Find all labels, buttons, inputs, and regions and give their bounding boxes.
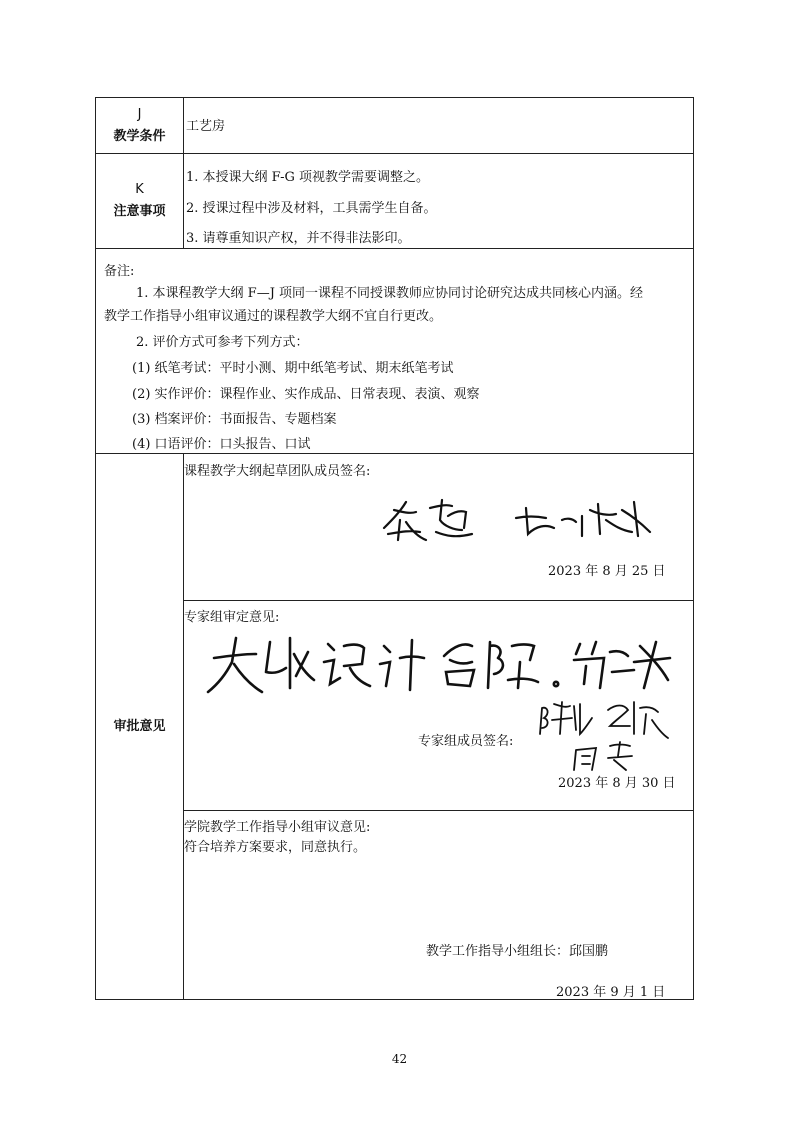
notes-line: (4) 口语评价：口头报告、口试	[132, 437, 311, 452]
section-k-title: 注意事项	[113, 204, 166, 219]
sub-separator	[184, 810, 693, 811]
notes-line: (1) 纸笔考试：平时小测、期中纸笔考试、期末纸笔考试	[132, 361, 454, 376]
expert-date: 2023 年 8 月 30 日	[558, 776, 676, 791]
section-k-code: K	[135, 182, 144, 197]
section-j-label	[96, 98, 184, 153]
approval-title: 审批意见	[113, 718, 166, 734]
drafting-signatures-image	[376, 490, 696, 550]
section-j-code: J	[137, 106, 142, 122]
section-j-content-cell	[184, 98, 693, 153]
college-opinion: 符合培养方案要求，同意执行。	[184, 840, 367, 855]
page-number: 42	[391, 1052, 408, 1066]
drafting-heading: 课程教学大纲起草团队成员签名:	[184, 464, 371, 479]
section-k-item: 2. 授课过程中涉及材料，工具需学生自备。	[186, 201, 437, 216]
approval-label	[96, 454, 184, 999]
notes-line: 2. 评价方式可参考下列方式：	[136, 335, 309, 350]
notes-line: (3) 档案评价：书面报告、专题档案	[132, 412, 337, 427]
table-bottom-border	[95, 999, 694, 1000]
section-j-row	[95, 97, 694, 153]
section-k-row	[95, 153, 694, 248]
approval-row	[95, 453, 694, 999]
college-date: 2023 年 9 月 1 日	[556, 985, 666, 1000]
expert-heading: 专家组审定意见:	[184, 610, 280, 625]
expert-member-label: 专家组成员签名:	[418, 734, 514, 749]
section-j-title: 教学条件	[113, 128, 166, 144]
expert-opinion-handwriting	[204, 632, 674, 702]
college-leader: 教学工作指导小组组长：邱国鹏	[426, 944, 609, 959]
expert-signatures-image	[536, 694, 676, 774]
notes-line: (2) 实作评价：课程作业、实作成品、日常表现、表演、观察	[132, 387, 480, 402]
notes-row	[95, 248, 694, 453]
section-k-item: 1. 本授课大纲 F-G 项视教学需要调整之。	[186, 170, 430, 185]
notes-heading: 备注:	[104, 264, 135, 279]
college-heading: 学院教学工作指导小组审议意见:	[184, 820, 371, 835]
drafting-date: 2023 年 8 月 25 日	[548, 564, 666, 579]
notes-line: 1. 本课程教学大纲 F—J 项同一课程不同授课教师应协同讨论研究达成共同核心内涵。经	[136, 286, 644, 301]
sub-separator	[184, 600, 693, 601]
section-k-item: 3. 请尊重知识产权，并不得非法影印。	[186, 231, 411, 246]
section-k-label	[96, 154, 184, 248]
section-k-content-cell	[184, 154, 693, 248]
notes-line: 教学工作指导小组审议通过的课程教学大纲不宜自行更改。	[104, 309, 443, 324]
section-j-content: 工艺房	[186, 119, 226, 134]
